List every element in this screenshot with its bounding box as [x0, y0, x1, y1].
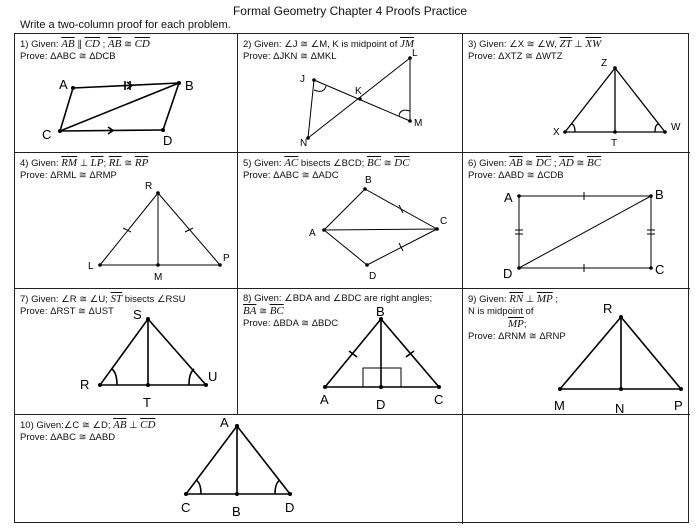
- problem-3: [463, 34, 690, 153]
- problem-3-given: 3) Given: ∠X ≅ ∠W, $\overline{ZT}$ ⊥ $\overline{XW}$: [468, 38, 602, 50]
- svg-text:C: C: [655, 262, 665, 277]
- problem-10: [15, 415, 463, 524]
- svg-text:R: R: [80, 377, 90, 392]
- problem-9-figure: [463, 289, 690, 415]
- svg-text:C: C: [434, 392, 444, 407]
- svg-text:M: M: [154, 272, 163, 283]
- svg-text:A: A: [59, 77, 68, 92]
- problem-7-given: 7) Given: ∠R ≅ ∠U; $\overline{ST}$ bisects ∠RSU: [20, 293, 186, 305]
- svg-text:B: B: [232, 504, 241, 519]
- problem-9-given: 9) Given: $\overline{RN}$ ⊥ $\overline{MP}$ ;: [468, 293, 558, 305]
- svg-text:D: D: [163, 133, 173, 148]
- svg-text:P: P: [674, 398, 683, 413]
- problem-5-prove: Prove: ΔABC ≅ ΔADC: [243, 170, 339, 181]
- problem-2-given: 2) Given: ∠J ≅ ∠M, K is midpoint of $\overline{JM}$: [243, 38, 415, 50]
- problem-grid: [14, 33, 689, 523]
- svg-text:B: B: [365, 175, 372, 186]
- problem-2: [238, 34, 463, 153]
- problem-4: [15, 153, 238, 289]
- problem-10-figure: [15, 415, 463, 524]
- problem-2-prove: Prove: ΔJKN ≅ ΔMKL: [243, 51, 337, 62]
- svg-text:B: B: [655, 187, 664, 202]
- svg-text:T: T: [611, 138, 618, 149]
- svg-text:A: A: [220, 415, 229, 430]
- svg-text:N: N: [615, 401, 625, 416]
- problem-4-figure: [15, 153, 238, 289]
- problem-6-given: 6) Given: $\overline{AB}$ ≅ $\overline{DC}$ ; $\overline{AD}$ ≅ $\overline{BC}$: [468, 157, 602, 169]
- svg-text:J: J: [300, 74, 305, 85]
- problem-6: [463, 153, 690, 289]
- svg-text:N: N: [300, 138, 308, 149]
- problem-4-prove: Prove: ΔRML ≅ ΔRMP: [20, 170, 117, 181]
- svg-text:D: D: [503, 266, 513, 281]
- svg-text:L: L: [88, 261, 94, 272]
- problem-1-figure: [15, 34, 238, 153]
- svg-text:W: W: [671, 122, 681, 133]
- svg-text:Z: Z: [601, 58, 608, 69]
- problem-4-given: 4) Given: $\overline{RM}$ ⊥ $\overline{LP}$; $\overline{RL}$ ≅ $\overline{RP}$: [20, 157, 149, 169]
- svg-text:A: A: [504, 190, 513, 205]
- svg-text:C: C: [42, 127, 52, 142]
- svg-text:C: C: [440, 216, 448, 227]
- problem-6-prove: Prove: ΔABD ≅ ΔCDB: [468, 170, 564, 181]
- svg-text:M: M: [554, 398, 565, 413]
- problem-1: [15, 34, 238, 153]
- problem-5-given: 5) Given: $\overline{AC}$ bisects ∠BCD; $\overline{BC}$ ≅ $\overline{DC}$: [243, 157, 410, 169]
- problem-9-given-segment: $\overline{MP}$;: [508, 318, 527, 330]
- problem-3-prove: Prove: ΔXTZ ≅ ΔWTZ: [468, 51, 563, 62]
- svg-text:A: A: [320, 392, 329, 407]
- instructions: Write a two-column proof for each problem.: [20, 19, 231, 31]
- problem-10-prove: Prove: ΔABC ≅ ΔABD: [20, 432, 116, 443]
- problem-1-prove: Prove: ΔABC ≅ ΔDCB: [20, 51, 116, 62]
- problem-8-figure: [238, 289, 463, 415]
- svg-text:M: M: [414, 118, 423, 129]
- problem-9-given-line2: N is midpoint of: [468, 306, 534, 317]
- problem-7-prove: Prove: ΔRST ≅ ΔUST: [20, 306, 114, 317]
- svg-text:T: T: [143, 395, 151, 410]
- problem-5: [238, 153, 463, 289]
- svg-text:B: B: [185, 78, 194, 93]
- svg-text:C: C: [181, 500, 191, 515]
- problem-8-given: 8) Given: ∠BDA and ∠BDC are right angles;: [243, 293, 433, 304]
- svg-text:X: X: [553, 127, 560, 138]
- svg-text:U: U: [208, 369, 218, 384]
- problem-6-figure: [463, 153, 690, 289]
- svg-text:D: D: [285, 500, 295, 515]
- problem-9-prove: Prove: ΔRNM ≅ ΔRNP: [468, 331, 566, 342]
- svg-text:D: D: [369, 271, 377, 282]
- problem-7-figure: [15, 289, 238, 415]
- svg-text:D: D: [376, 397, 386, 412]
- problem-7: [15, 289, 238, 415]
- problem-1-given: 1) Given: $\overline{AB}$ ∥ $\overline{CD}$ ; $\overline{AB}$ ≅ $\overline{CD}$: [20, 38, 150, 50]
- svg-text:S: S: [133, 307, 142, 322]
- problem-9: [463, 289, 690, 415]
- problem-8-prove: Prove: ΔBDA ≅ ΔBDC: [243, 318, 339, 329]
- problem-8: [238, 289, 463, 415]
- svg-text:P: P: [223, 253, 230, 264]
- svg-text:K: K: [355, 86, 362, 97]
- problem-2-figure: [238, 34, 463, 153]
- page-title: Formal Geometry Chapter 4 Proofs Practice: [232, 4, 468, 18]
- svg-text:R: R: [603, 301, 613, 316]
- problem-8-given-segments: $\overline{BA}$ ≅ $\overline{BC}$: [243, 305, 284, 317]
- problem-3-figure: [463, 34, 690, 153]
- svg-text:A: A: [309, 228, 316, 239]
- problem-5-figure: [238, 153, 463, 289]
- svg-text:B: B: [376, 304, 385, 319]
- svg-text:R: R: [145, 181, 153, 192]
- svg-text:L: L: [412, 48, 418, 59]
- problem-10-given: 10) Given:∠C ≅ ∠D; $\overline{AB}$ ⊥ $\overline{CD}$: [20, 419, 156, 431]
